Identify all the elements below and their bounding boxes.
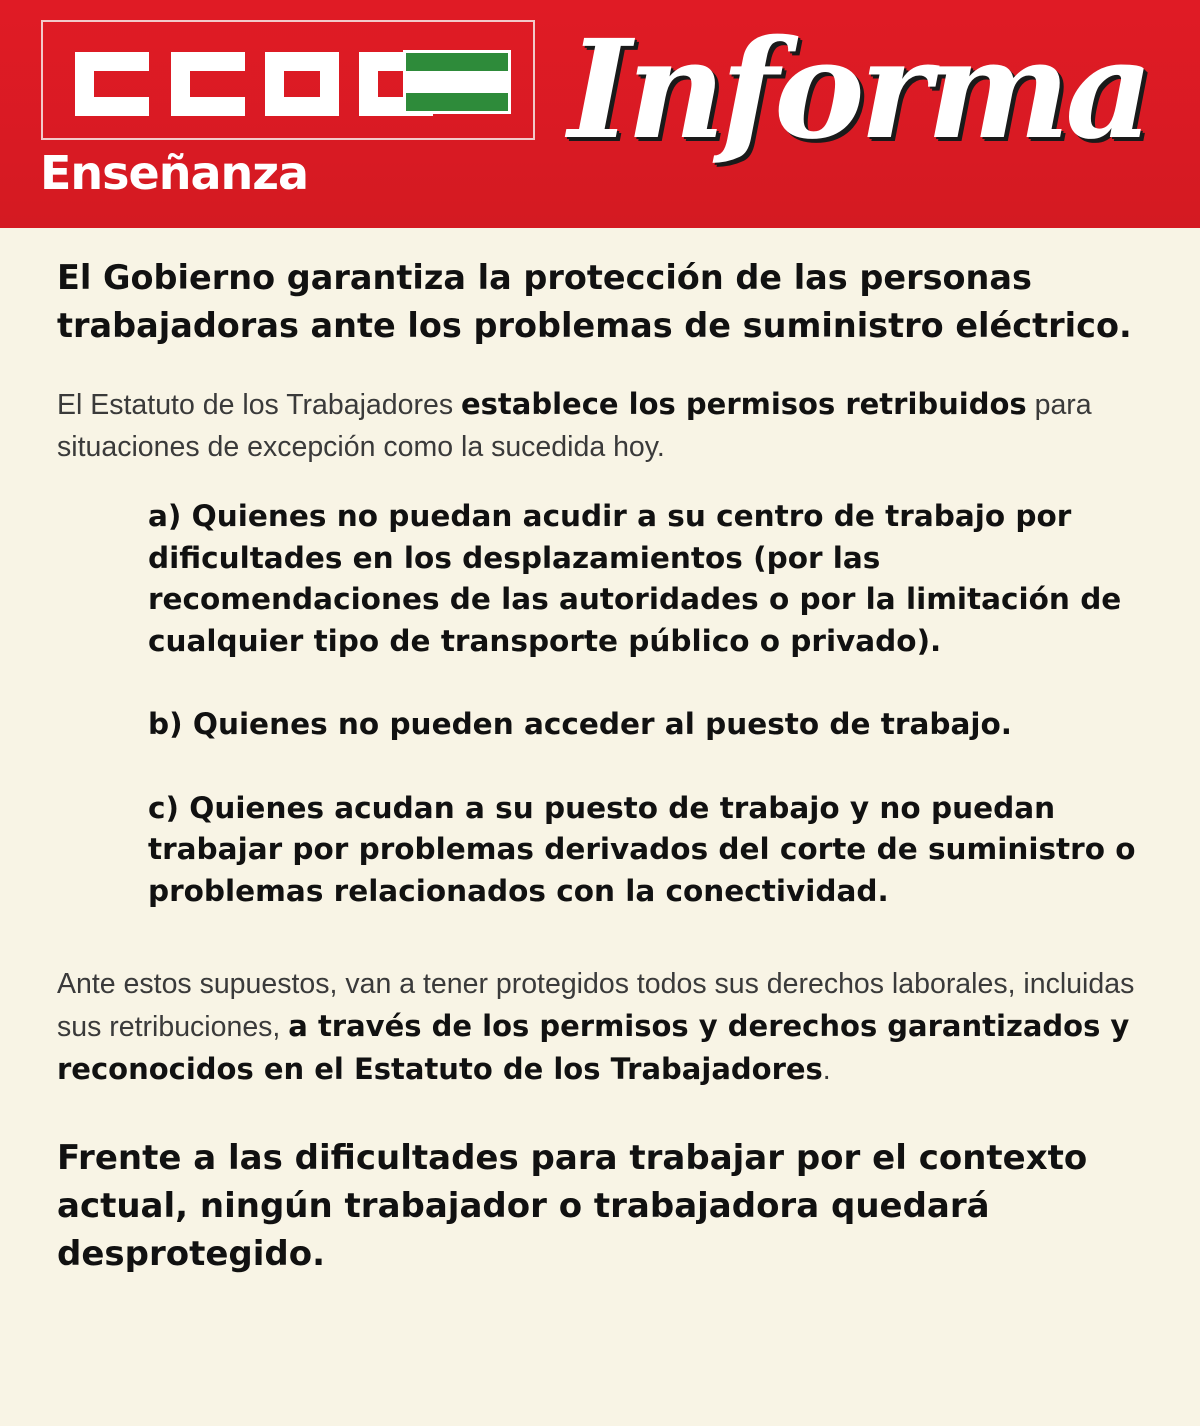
intro-paragraph <box>57 383 1157 468</box>
ccoo-logo <box>41 20 535 140</box>
header-banner <box>0 0 1200 228</box>
intro-tail: para situaciones de excepción como la sucedida hoy. <box>57 389 1092 463</box>
section-subtitle: Enseñanza <box>40 146 309 200</box>
banner-title: Informa <box>568 10 1149 170</box>
closing-tail: . <box>822 1054 831 1086</box>
article-headline: El Gobierno garantiza la protección de las personas trabajadoras ante los problemas de suministro eléctrico. <box>57 258 1132 345</box>
article-body <box>57 254 1157 1278</box>
list-item: b) Quienes no pueden acceder al puesto de trabajo. <box>148 707 1012 741</box>
ccoo-logo-icon <box>43 22 537 142</box>
closing-lead: Ante estos supuestos, van a tener protegidos todos sus derechos laborales, incluidas sus retribuciones, <box>57 968 1135 1043</box>
list-item: c) Quienes acudan a su puesto de trabajo y no puedan trabajar por problemas derivados del corte de suministro o problemas relacionados con la conectividad. <box>148 790 1136 908</box>
closing-bold: a través de los permisos y derechos garantizados y reconocidos en el Estatuto de los Trabajadores <box>57 1009 1130 1086</box>
permission-list <box>148 496 1148 912</box>
intro-bold: establece los permisos retribuidos <box>460 387 1027 421</box>
intro-lead: El Estatuto de los Trabajadores <box>57 389 461 421</box>
final-statement: Frente a las dificultades para trabajar por el contexto actual, ningún trabajador o trabajadora quedará desprotegido. <box>57 1138 1088 1274</box>
closing-paragraph <box>57 963 1157 1091</box>
list-item: a) Quienes no puedan acudir a su centro de trabajo por dificultades en los desplazamientos (por las recomendaciones de las autoridades o por la limitación de cualquier tipo de transporte público o privado). <box>148 499 1122 658</box>
